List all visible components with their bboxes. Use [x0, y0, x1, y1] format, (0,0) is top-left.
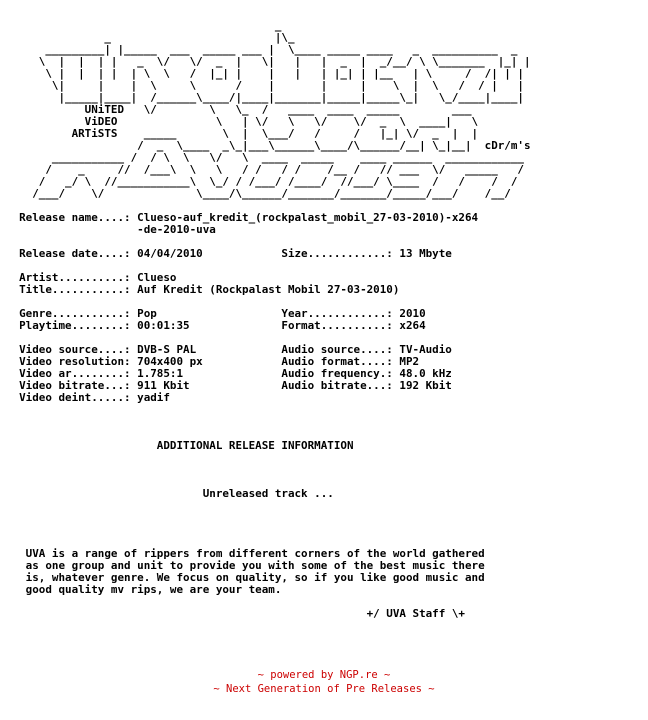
nfo-line: as one group and unit to provide you with some of the best music there — [6, 559, 485, 572]
nfo-line: Title...........: Auf Kredit (Rockpalast Mobil 27-03-2010) — [6, 283, 400, 296]
footer-tagline: ~ Next Generation of Pre Releases ~ — [213, 683, 435, 695]
nfo-line: is, whatever genre. We focus on quality, so if you like good music and — [6, 571, 485, 584]
nfo-line: \ | | | | _ \/ \/ _ | \| | | _ | _/__/ \ \_______ |_| | — [6, 55, 531, 68]
nfo-line: ViDEO \ | \/ \ \/ \/ _ \ ____| \ — [6, 115, 479, 128]
nfo-text-block — [6, 20, 642, 620]
nfo-line: \| | | \ \ / | | | \ | \ / / | | — [6, 79, 524, 92]
nfo-line: Unreleased track ... — [6, 487, 334, 500]
nfo-line: Playtime........: 00:01:35 Format..........: x264 — [6, 319, 426, 332]
nfo-line: good quality mv rips, we are your team. — [6, 583, 282, 596]
nfo-line: /___/ \/ \____/\______/_______/_______/_____/___/ /__/ — [6, 187, 511, 200]
footer-powered-by: ~ powered by NGP.re ~ — [257, 669, 391, 681]
nfo-line: \ | | | | | \ \ / |_| | | | | |_| | |__ | \ / /| | | — [6, 67, 524, 80]
nfo-line: Artist..........: Clueso — [6, 271, 177, 284]
nfo-line: +/ UVA Staff \+ — [6, 607, 465, 620]
nfo-line: Release name....: Clueso-auf_kredit_(rockpalast_mobil_27-03-2010)-x264 — [6, 211, 479, 224]
nfo-line: UNiTED \/ \ \_ / ____ ____ _____ ___ — [6, 103, 472, 116]
nfo-line: ___________ / / \ \ \/ \ ____ _____ ____ ______ ____________ — [6, 151, 524, 164]
footer — [0, 668, 648, 696]
nfo-line: _ — [6, 19, 282, 32]
nfo-line: ARTiSTS _____ \ | \___/ / / |_| \/ _ | | — [6, 127, 479, 140]
nfo-line: Video resolution: 704x400 px Audio format....: MP2 — [6, 355, 420, 368]
nfo-line: / _ // /___\ \ \ / / / / /__ / // ___ \/ _____ / — [6, 163, 524, 176]
nfo-line: Video ar........: 1.785:1 Audio frequency.: 48.0 kHz — [6, 367, 452, 380]
nfo-line: ADDITIONAL RELEASE INFORMATION — [6, 439, 354, 452]
nfo-line: |_____|____| /______\____/|____|_______|_____|_____\_| \_/____|____| — [6, 91, 524, 104]
nfo-line: _________| |_____ ___ _____ ___ | \____ _____ ____ _ __________ _ — [6, 43, 518, 56]
nfo-line: Video source....: DVB-S PAL Audio source....: TV-Audio — [6, 343, 452, 356]
nfo-line: Genre...........: Pop Year............: 2010 — [6, 307, 426, 320]
nfo-line: -de-2010-uva — [6, 223, 216, 236]
nfo-line: / _/ \ //___________\ \_/ / /___/ /____/ //___/ \____ / / / / — [6, 175, 518, 188]
nfo-line: Video bitrate...: 911 Kbit Audio bitrate...: 192 Kbit — [6, 379, 452, 392]
nfo-line: Video deint.....: yadif — [6, 391, 170, 404]
nfo-line: Release date....: 04/04/2010 Size............: 13 Mbyte — [6, 247, 452, 260]
nfo-line: UVA is a range of rippers from different corners of the world gathered — [6, 547, 485, 560]
nfo-line: _ |\_ — [6, 31, 295, 44]
nfo-line: / _ \____ _\_|___\______\____/\______/__| \_|__| cDr/m's — [6, 139, 531, 152]
